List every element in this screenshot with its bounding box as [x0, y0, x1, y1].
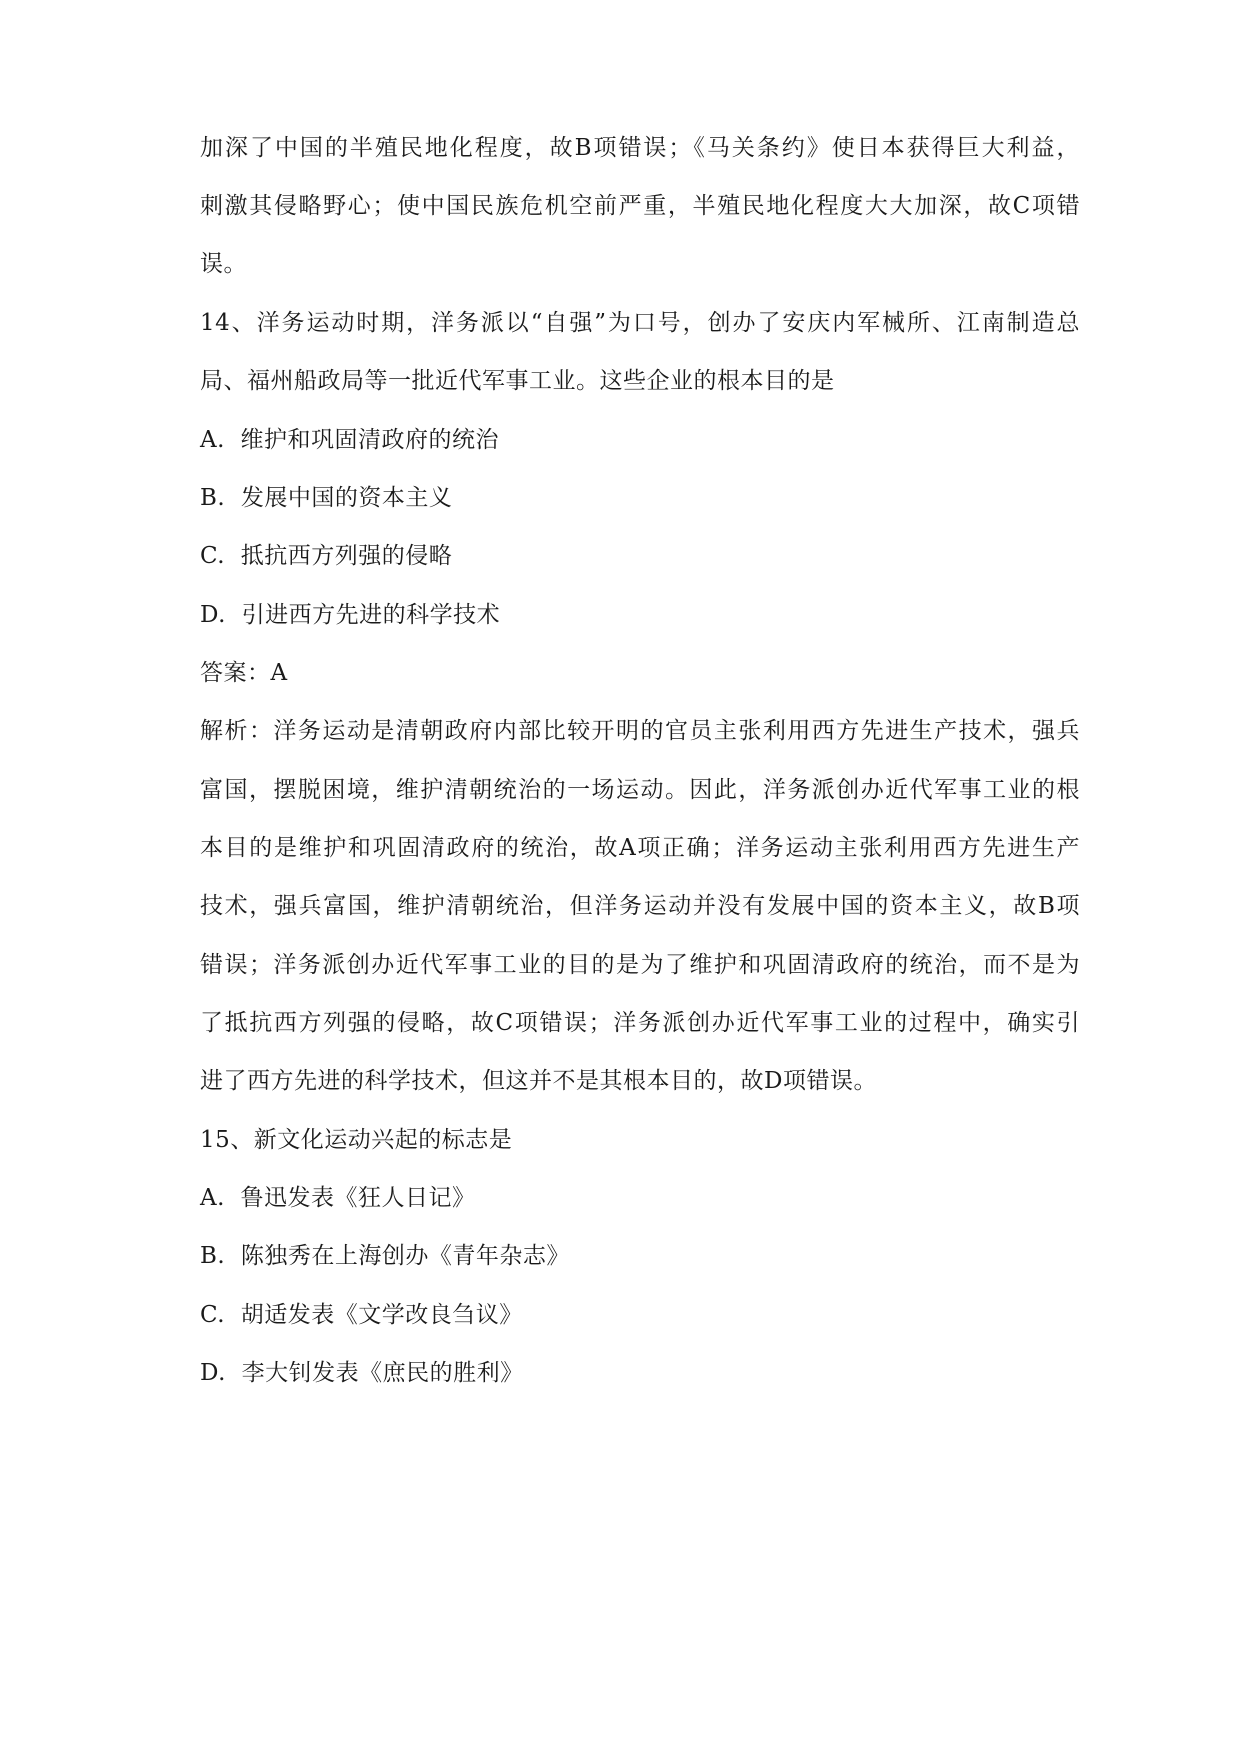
option-letter: A. [200, 1185, 225, 1211]
q15-option-a [200, 1183, 476, 1213]
option-text: 抵抗西方列强的侵略 [240, 543, 453, 569]
q14-explanation-line-1: 解析：洋务运动是清朝政府内部比较开明的官员主张利用西方先进生产技术，强兵 [200, 718, 1080, 744]
prev-explanation-line-3: 误。 [200, 251, 247, 277]
q14-explanation-line-4: 技术，强兵富国，维护清朝统治，但洋务运动并没有发展中国的资本主义，故B项 [200, 893, 1080, 919]
option-text: 发展中国的资本主义 [240, 485, 453, 511]
prev-explanation-line-2: 刺激其侵略野心；使中国民族危机空前严重，半殖民地化程度大大加深，故C项错 [200, 193, 1080, 219]
q14-explanation-line-6: 了抵抗西方列强的侵略，故C项错误；洋务派创办近代军事工业的过程中，确实引 [200, 1010, 1080, 1036]
q15-stem-line-1: 15、新文化运动兴起的标志是 [200, 1127, 513, 1153]
option-letter: C. [200, 543, 226, 569]
q14-option-c [200, 541, 452, 571]
document-page [200, 0, 1080, 1754]
q15-option-c [200, 1300, 523, 1330]
q14-explanation-line-5: 错误；洋务派创办近代军事工业的目的是为了维护和巩固清政府的统治，而不是为 [200, 952, 1080, 978]
q14-explanation-line-2: 富国，摆脱困境，维护清朝统治的一场运动。因此，洋务派创办近代军事工业的根 [200, 777, 1080, 803]
option-text: 鲁迅发表《狂人日记》 [240, 1185, 476, 1211]
option-text: 陈独秀在上海创办《青年杂志》 [240, 1243, 570, 1269]
q14-option-b [200, 483, 452, 513]
option-text: 引进西方先进的科学技术 [241, 602, 501, 628]
q14-option-d [200, 600, 500, 630]
q15-option-b [200, 1241, 570, 1271]
q15-option-d [200, 1358, 524, 1388]
q14-stem-line-1: 14、洋务运动时期，洋务派以“自强”为口号，创办了安庆内军械所、江南制造总 [200, 310, 1080, 336]
q14-explanation-line-3: 本目的是维护和巩固清政府的统治，故A项正确；洋务运动主张利用西方先进生产 [200, 835, 1080, 861]
prev-explanation-line-1: 加深了中国的半殖民地化程度，故B项错误；《马关条约》使日本获得巨大利益， [200, 135, 1080, 161]
option-letter: D. [200, 1360, 226, 1386]
option-letter: C. [200, 1302, 226, 1328]
q14-answer: 答案：A [200, 660, 288, 686]
option-letter: A. [200, 427, 225, 453]
option-letter: B. [200, 485, 226, 511]
q14-explanation-line-7: 进了西方先进的科学技术，但这并不是其根本目的，故D项错误。 [200, 1068, 877, 1094]
option-text: 李大钊发表《庶民的胜利》 [241, 1360, 524, 1386]
q14-stem-line-2: 局、福州船政局等一批近代军事工业。这些企业的根本目的是 [200, 368, 835, 394]
option-letter: B. [200, 1243, 226, 1269]
q14-option-a [200, 425, 499, 455]
option-text: 胡适发表《文学改良刍议》 [240, 1302, 523, 1328]
option-letter: D. [200, 602, 226, 628]
option-text: 维护和巩固清政府的统治 [240, 427, 500, 453]
